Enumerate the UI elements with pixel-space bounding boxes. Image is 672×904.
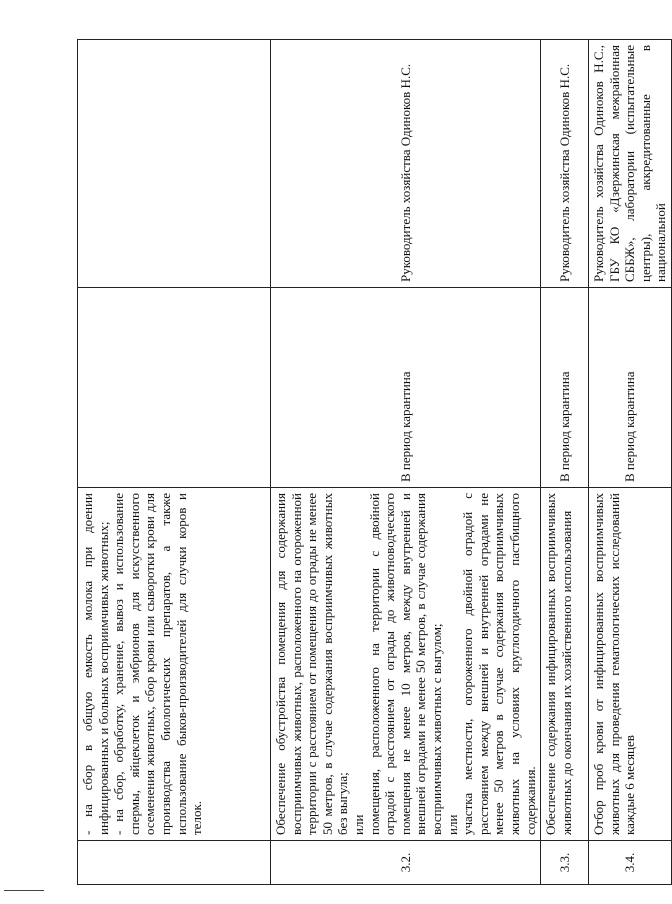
measure-paragraph: помещения, расположенного на территории с двойной оградой с расстоянием от ограды до животноводческого помещения не менее 10 метров, между внутренней и внешней оградами не менее 50 метров, в случае содержания восприимчивых животных с выгулом; bbox=[366, 493, 444, 835]
measure-paragraph: - на сбор, обработку, хранение, вывоз и использование спермы, яйцеклеток и эмбрионов для искусственного осеменения животных, сбор крови или сыворотки крови для производства биологических препаратов, а также использование быков-производителей для случки коров и телок. bbox=[111, 493, 205, 835]
measure-cell bbox=[78, 488, 271, 841]
period-cell: В период карантина bbox=[589, 288, 672, 488]
responsible-cell: Руководитель хозяйства Одиноков Н.С., ГБУ КО «Дзержинская межрайонная СББЖ», лаборатории (испытательные центры), аккредитованные в национальной bbox=[589, 40, 672, 288]
footer-divider bbox=[4, 890, 44, 891]
measure-cell bbox=[589, 488, 672, 841]
measure-paragraph: или bbox=[444, 814, 460, 835]
table-row bbox=[589, 40, 672, 885]
period-cell bbox=[78, 288, 271, 488]
table-row bbox=[541, 40, 589, 885]
responsible-cell bbox=[78, 40, 271, 288]
row-number: 3.4. bbox=[589, 841, 672, 885]
period-cell: В период карантина bbox=[271, 288, 541, 488]
measure-paragraph: Отбор проб крови от инфицированных восприимчивых животных для проведения гематологических исследований каждые 6 месяцев bbox=[591, 493, 638, 835]
rotated-table-container bbox=[77, 40, 669, 885]
responsible-cell: Руководитель хозяйства Одиноков Н.С. bbox=[541, 40, 589, 288]
measure-paragraph: Обеспечение обустройства помещения для содержания восприимчивых животных, расположенного на огороженной территории с расстоянием от помещения до ограды не менее 50 метров, в случае содержания восприимчивых животных без выгула; bbox=[273, 493, 351, 835]
row-number: 3.2. bbox=[271, 841, 541, 885]
measure-paragraph: Обеспечение содержания инфицированных восприимчивых животных до окончания их хозяйственного использования bbox=[543, 493, 574, 835]
responsible-cell: Руководитель хозяйства Одиноков Н.С. bbox=[271, 40, 541, 288]
measure-cell bbox=[271, 488, 541, 841]
period-cell: В период карантина bbox=[541, 288, 589, 488]
measure-cell bbox=[541, 488, 589, 841]
row-number bbox=[78, 841, 271, 885]
measure-paragraph: участка местности, огороженного двойной оградой с расстоянием между внешней и внутренней оградами не менее 50 метров в случае содержания восприимчивых животных на условиях круглогодичного пастбищного содержания. bbox=[460, 493, 538, 835]
measures-table bbox=[77, 39, 672, 885]
row-number: 3.3. bbox=[541, 841, 589, 885]
table-row bbox=[271, 40, 541, 885]
measure-paragraph: или bbox=[350, 814, 366, 835]
measure-paragraph: - на сбор в общую емкость молока при доении инфицированных и больных восприимчивых животных; bbox=[80, 493, 111, 835]
table-row bbox=[78, 40, 271, 885]
